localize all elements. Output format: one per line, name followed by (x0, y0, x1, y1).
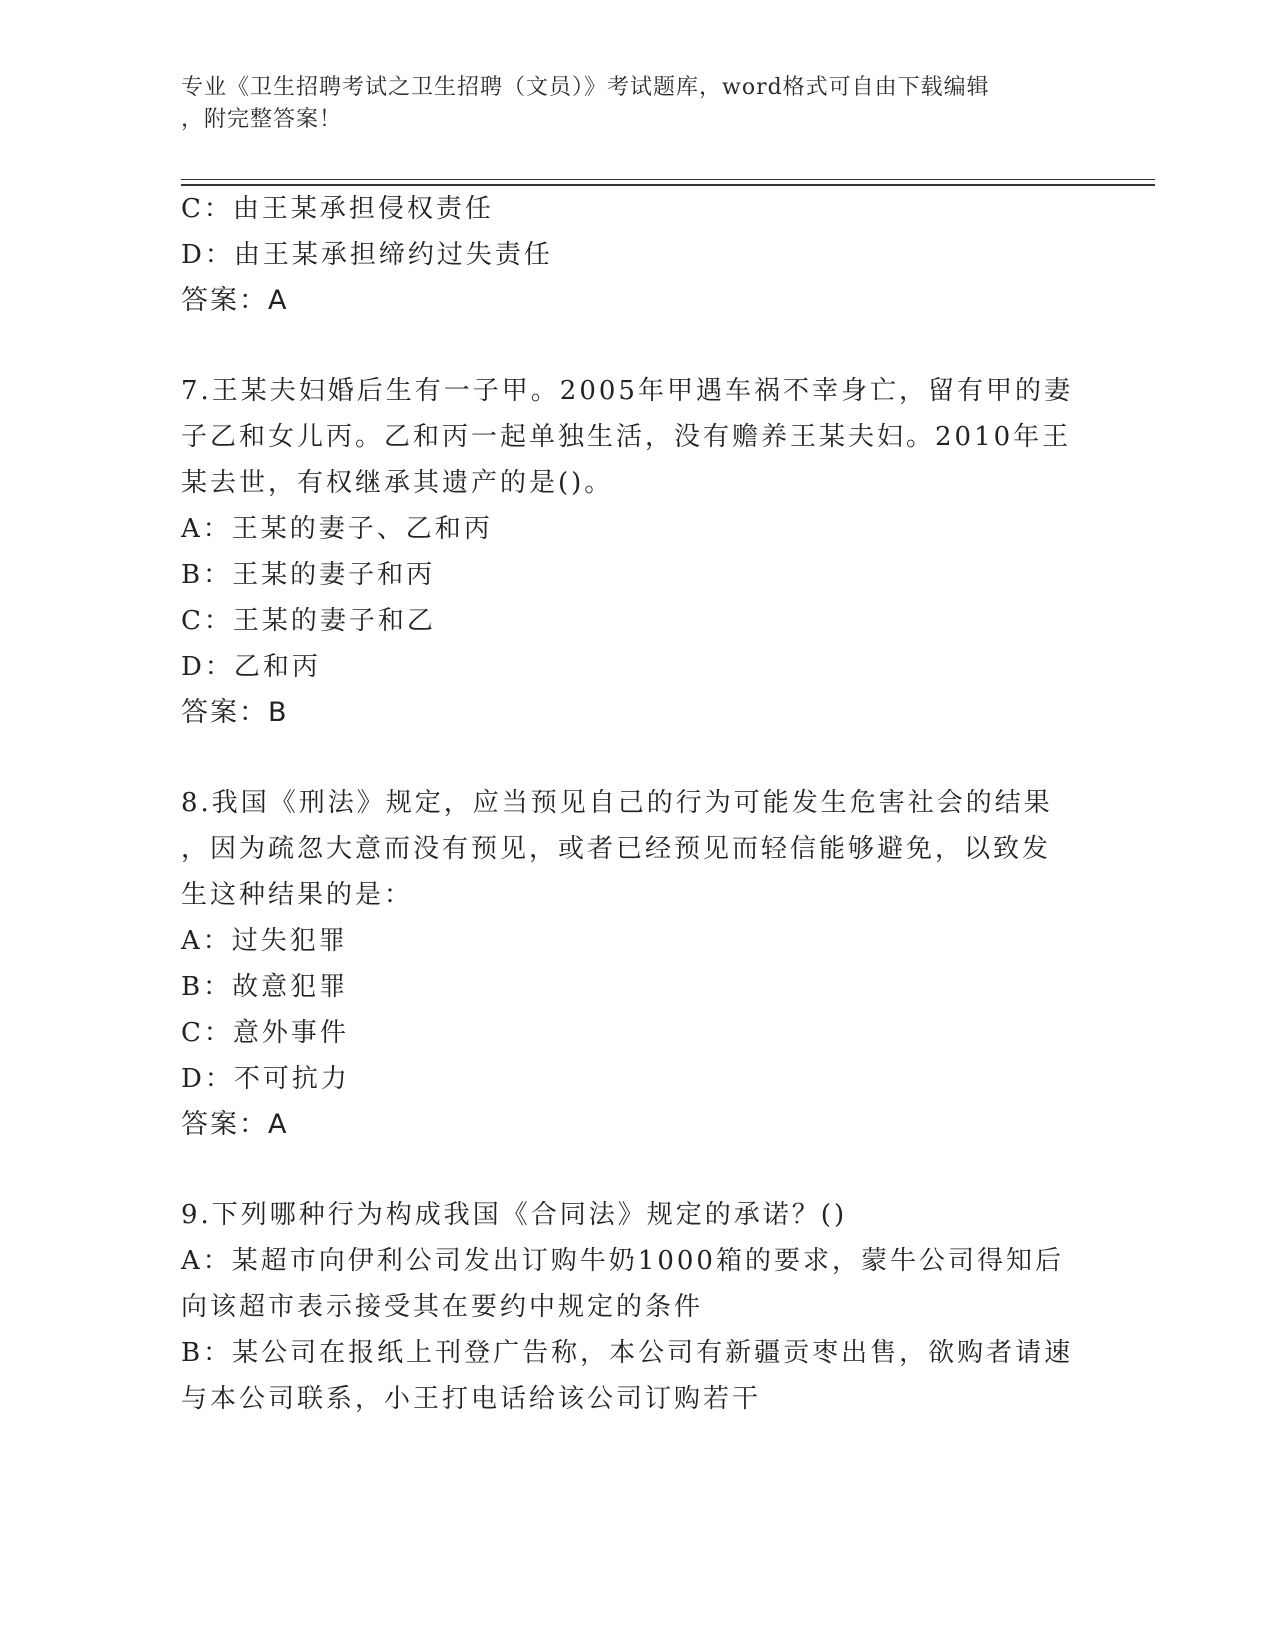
q7-stem-line: 7.王某夫妇婚后生有一子甲。2005年甲遇车祸不幸身亡，留有甲的妻 (181, 376, 1073, 406)
q9-stem-line: 9.下列哪种行为构成我国《合同法》规定的承诺？() (181, 1200, 848, 1230)
spacer (181, 736, 1061, 780)
q9-option-a-line: A：某超市向伊利公司发出订购牛奶1000箱的要求，蒙牛公司得知后 (181, 1246, 1064, 1276)
q8-stem-line: 生这种结果的是： (181, 880, 414, 910)
q8-option-b: B：故意犯罪 (181, 972, 349, 1002)
q7-answer: 答案：B (181, 697, 289, 728)
question-8 (181, 780, 1061, 1148)
header-line-1: 专业《卫生招聘考试之卫生招聘（文员）》考试题库，word格式可自由下载编辑 (181, 75, 990, 100)
q7-option-a: A：王某的妻子、乙和丙 (181, 514, 493, 544)
q7-stem-line: 某去世，有权继承其遗产的是()。 (181, 468, 614, 498)
q8-stem-line: 8.我国《刑法》规定，应当预见自己的行为可能发生危害社会的结果 (181, 788, 1053, 818)
q7-stem-line: 子乙和女儿丙。乙和丙一起单独生活，没有赡养王某夫妇。2010年王 (181, 422, 1072, 452)
q9-option-b-line: 与本公司联系，小王打电话给该公司订购若干 (181, 1384, 762, 1414)
q6-option-d: D：由王某承担缔约过失责任 (181, 240, 553, 270)
q6-option-c: C：由王某承担侵权责任 (181, 194, 494, 224)
q7-option-b: B：王某的妻子和丙 (181, 560, 436, 590)
q8-option-c: C：意外事件 (181, 1018, 349, 1048)
q7-option-c: C：王某的妻子和乙 (181, 606, 436, 636)
q7-option-d: D：乙和丙 (181, 652, 321, 682)
header-line-2: ，附完整答案！ (181, 107, 343, 132)
question-content (181, 186, 1074, 1422)
q9-option-b-line: B：某公司在报纸上刊登广告称，本公司有新疆贡枣出售，欲购者请速 (181, 1338, 1074, 1368)
question-9 (181, 1192, 1074, 1422)
q8-stem-line: ，因为疏忽大意而没有预见，或者已经预见而轻信能够避免，以致发 (181, 834, 1052, 864)
document-header (181, 72, 1041, 136)
q9-option-a-line: 向该超市表示接受其在要约中规定的条件 (181, 1292, 704, 1322)
q6-answer: 答案：A (181, 285, 289, 316)
spacer (181, 324, 1061, 368)
spacer (181, 1148, 1061, 1192)
q8-option-d: D：不可抗力 (181, 1064, 350, 1094)
q8-option-a: A：过失犯罪 (181, 926, 348, 956)
q8-answer: 答案：A (181, 1109, 289, 1140)
question-7 (181, 368, 1073, 736)
header-divider-thin (181, 179, 1155, 180)
question-6-tail (181, 186, 1061, 324)
